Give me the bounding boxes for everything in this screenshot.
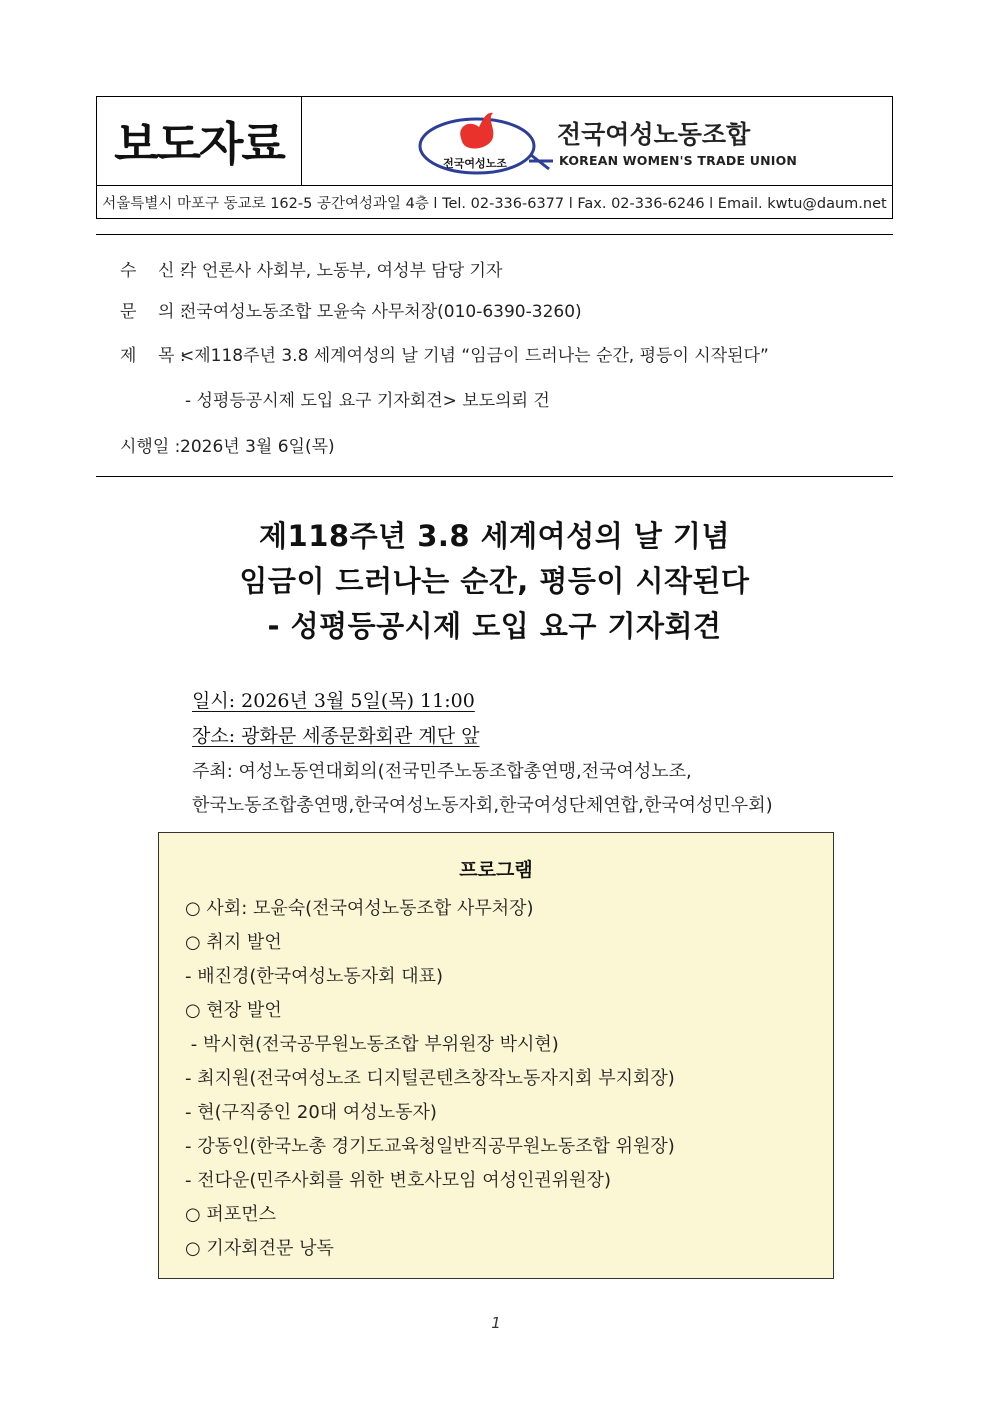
- program-item: - 현(구직중인 20대 여성노동자): [185, 1102, 437, 1123]
- program-item: ○ 사회: 모윤숙(전국여성노동조합 사무처장): [185, 898, 534, 919]
- event-place: 장소: 광화문 세종문화회관 계단 앞: [192, 725, 480, 747]
- headline-line1: 제118주년 3.8 세계여성의 날 기념: [259, 519, 730, 553]
- subject-value-line2: - 성평등공시제 도입 요구 기자회견> 보도의뢰 건: [185, 391, 550, 411]
- program-item: ○ 퍼포먼스: [185, 1204, 276, 1225]
- page-number: 1: [491, 1314, 501, 1332]
- date-label: 시행일 :: [120, 437, 181, 457]
- union-logo-icon: [417, 105, 557, 179]
- meta-date: [120, 432, 335, 457]
- program-item: ○ 기자회견문 낭독: [185, 1238, 334, 1259]
- contact-address-line: 서울특별시 마포구 동교로 162-5 공간여성과일 4층 l Tel. 02-336-6377 l Fax. 02-336-6246 l Email. kwtu@daum.net: [102, 195, 887, 212]
- program-item: - 강동인(한국노총 경기도교육청일반직공무원노동조합 위원장): [185, 1136, 675, 1157]
- logo-text: 전국여성노조: [443, 157, 507, 170]
- header-title-cell: [97, 97, 302, 185]
- inquiry-label: 문 의 :: [120, 302, 186, 322]
- recipient-label: 수 신 :: [120, 261, 186, 281]
- program-item: - 최지원(전국여성노조 디지털콘텐츠창작노동자지회 부지회장): [185, 1068, 675, 1089]
- event-host-line2: 한국노동조합총연맹,한국여성노동자회,한국여성단체연합,한국여성민우회): [192, 795, 773, 816]
- program-title: 프로그램: [459, 859, 533, 881]
- program-box: [158, 832, 834, 1279]
- headline-line2: 임금이 드러나는 순간, 평등이 시작된다: [239, 564, 750, 598]
- program-item: - 배진경(한국여성노동자회 대표): [185, 966, 444, 987]
- program-item: - 박시현(전국공무원노동조합 부위원장 박시현): [185, 1034, 559, 1055]
- headline-line3: - 성평등공시제 도입 요구 기자회견: [267, 609, 722, 643]
- bottom-rule: [96, 476, 893, 477]
- recipient-value: 각 언론사 사회부, 노동부, 여성부 담당 기자: [180, 261, 503, 281]
- subject-value-line1: <제118주년 3.8 세계여성의 날 기념 “임금이 드러나는 순간, 평등이 시작된다”: [180, 346, 769, 366]
- press-release-header: [96, 96, 893, 219]
- press-release-title: 보도자료: [114, 117, 284, 171]
- meta-inquiry: [120, 297, 582, 322]
- inquiry-value: 전국여성노동조합 모윤숙 사무처장(010-6390-3260): [180, 302, 582, 322]
- event-host-line1: 주최: 여성노동연대회의(전국민주노동조합총연맹,전국여성노조,: [192, 761, 692, 782]
- date-value: 2026년 3월 6일(목): [180, 437, 335, 457]
- event-datetime: 일시: 2026년 3월 5일(목) 11:00: [192, 690, 475, 712]
- program-item: ○ 현장 발언: [185, 1000, 282, 1021]
- program-item: - 전다운(민주사회를 위한 변호사모임 여성인권위원장): [185, 1170, 611, 1191]
- meta-recipient: [120, 256, 502, 281]
- subject-label: 제 목 :: [120, 346, 186, 366]
- org-name-korean: 전국여성노동조합: [557, 120, 751, 149]
- top-rule: [96, 234, 893, 235]
- program-item: ○ 취지 발언: [185, 932, 282, 953]
- org-name-english: KOREAN WOMEN'S TRADE UNION: [559, 153, 798, 168]
- meta-subject: [120, 341, 769, 366]
